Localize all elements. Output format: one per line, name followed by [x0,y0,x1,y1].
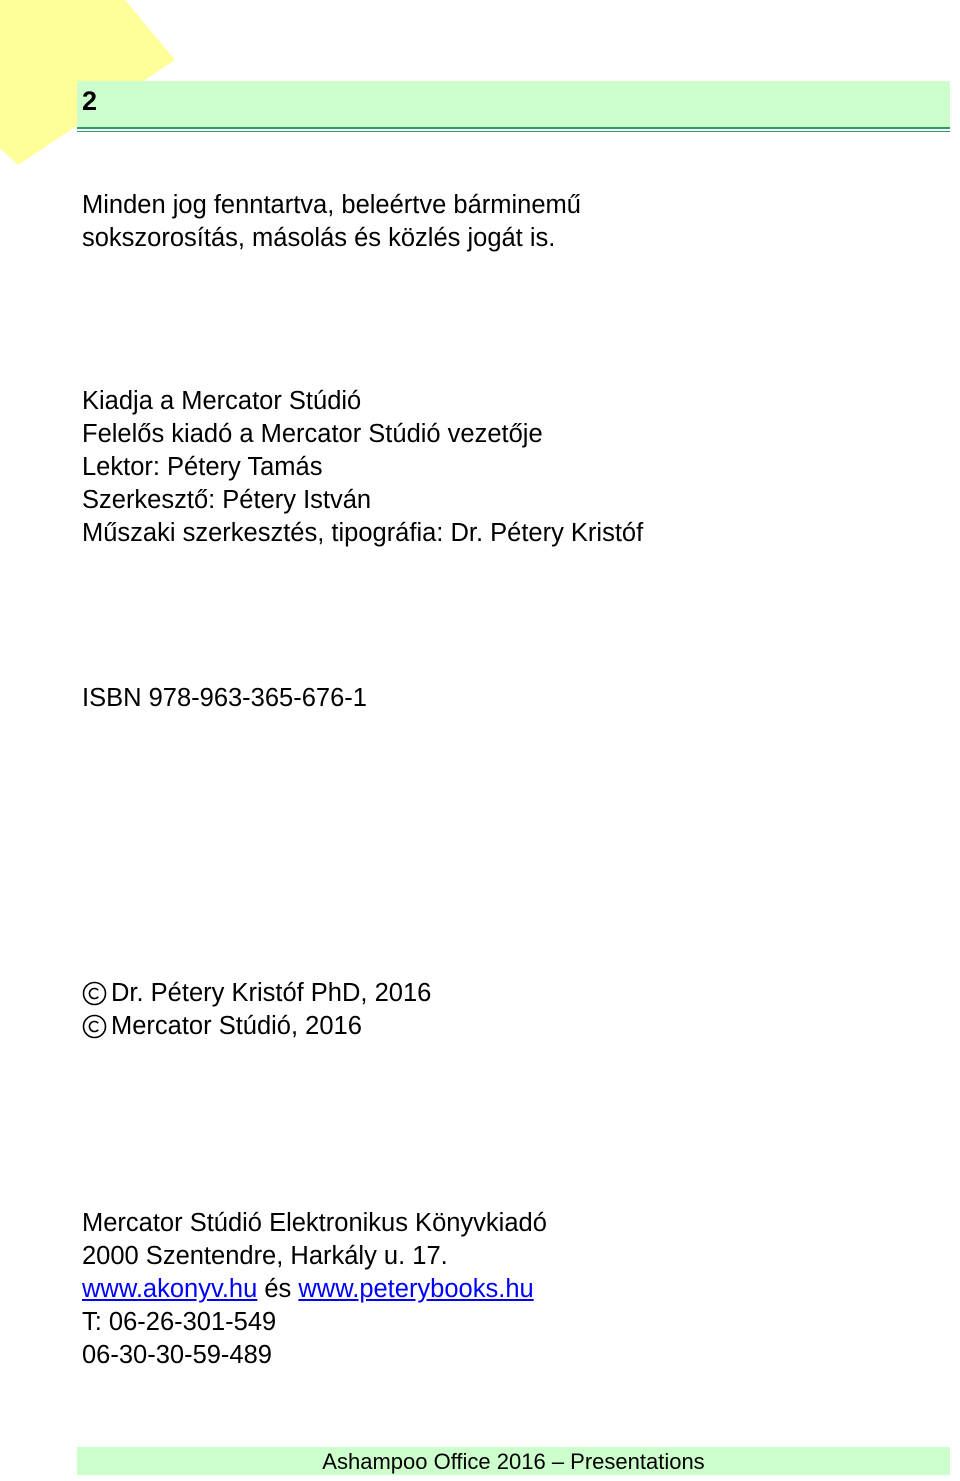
header-rule [77,127,950,129]
peterybooks-link[interactable]: www.peterybooks.hu [298,1275,534,1303]
header-rule-thin [77,131,950,132]
publisher-line: Kiadja a Mercator Stúdió [82,387,362,415]
copyright-block [82,977,431,1043]
web-links [82,1273,547,1306]
phone-primary: T: 06-26-301-549 [82,1308,277,1336]
responsible-publisher-line: Felelős kiadó a Mercator Stúdió vezetője [82,420,543,448]
address: 2000 Szentendre, Harkály u. 17. [82,1242,448,1270]
typography-line: Műszaki szerkesztés, tipográfia: Dr. Pétery Kristóf [82,519,644,547]
isbn-text: ISBN 978-963-365-676-1 [82,684,367,712]
copyright-icon [82,981,107,1006]
rights-line: sokszorosítás, másolás és közlés jogát is. [82,224,556,252]
publisher-name: Mercator Stúdió Elektronikus Könyvkiadó [82,1209,547,1237]
publisher-info [82,385,643,550]
header-bar [77,81,950,128]
phone-secondary: 06-30-30-59-489 [82,1341,272,1369]
contact-info [82,1207,547,1372]
links-conjunction: és [257,1275,299,1303]
copyright-publisher: Mercator Stúdió, 2016 [111,1012,362,1040]
isbn [82,682,367,715]
rights-notice [82,189,581,255]
rights-line: Minden jog fenntartva, beleértve bárminemű [82,191,581,219]
copyright-line [82,1010,431,1043]
akonyv-link[interactable]: www.akonyv.hu [82,1275,258,1303]
page-number: 2 [82,86,98,116]
footer-text: Ashampoo Office 2016 – Presentations [322,1449,705,1474]
reviewer-line: Lektor: Pétery Tamás [82,453,323,481]
copyright-author: Dr. Pétery Kristóf PhD, 2016 [111,979,432,1007]
copyright-icon [82,1014,107,1039]
editor-line: Szerkesztő: Pétery István [82,486,372,514]
copyright-line [82,977,431,1010]
